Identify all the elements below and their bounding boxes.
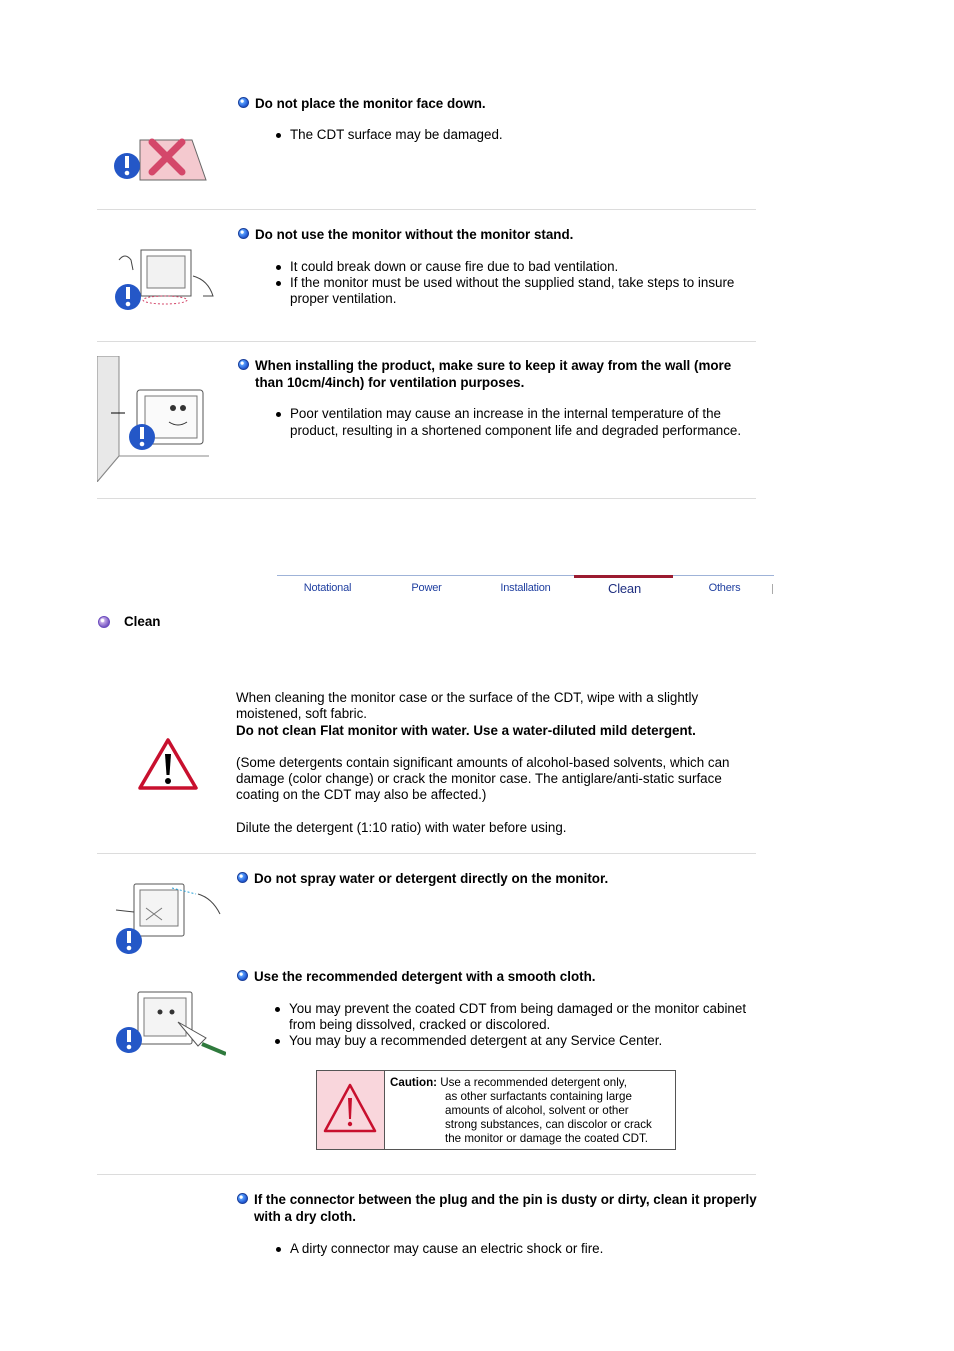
- bullet-list: [273, 259, 760, 307]
- blue-bullet-icon: [237, 970, 248, 981]
- page-title: Clean: [124, 614, 161, 629]
- section-heading: Do not spray water or detergent directly on the monitor.: [237, 870, 774, 887]
- monitor-face-down-illustration: [112, 132, 208, 182]
- monitor-near-wall-illustration: [97, 356, 209, 482]
- clean-warning-text: Do not clean Flat monitor with water. Use a water-diluted mild detergent.: [236, 722, 696, 738]
- section-heading: If the connector between the plug and the pin is dusty or dirty, clean it properly with a dry cloth.: [237, 1191, 764, 1225]
- monitor-without-stand-illustration: [113, 246, 225, 312]
- list-item: You may buy a recommended detergent at any Service Center.: [289, 1033, 759, 1049]
- divider: [97, 209, 756, 210]
- caution-text: Caution: Use a recommended detergent only, as other surfactants containing large amounts of alcohol, solvent or other strong substances, can discolor or crack the monitor or damage the coated CDT.: [390, 1076, 652, 1145]
- dilute-instruction: Dilute the detergent (1:10 ratio) with water before using.: [236, 819, 567, 835]
- blue-bullet-icon: [238, 359, 249, 370]
- section-heading: Use the recommended detergent with a smooth cloth.: [237, 968, 774, 985]
- divider: [97, 341, 756, 342]
- section-heading: When installing the product, make sure to keep it away from the wall (more than 10cm/4inch) for ventilation purposes.: [238, 357, 755, 391]
- section-heading: Do not place the monitor face down.: [238, 95, 775, 112]
- cloth-cleaning-illustration: [112, 988, 226, 1058]
- list-item: You may prevent the coated CDT from being damaged or the monitor cabinet from being dissolved, cracked or discolored.: [289, 1001, 759, 1033]
- divider: [97, 853, 756, 854]
- tab-clean[interactable]: Clean: [608, 581, 641, 596]
- caution-triangle-icon: [317, 1071, 384, 1149]
- detergent-note: (Some detergents contain significant amounts of alcohol-based solvents, which can damage (color change) or crack the monitor case. The antiglare/anti-static surface coating on the CDT may also be affected.): [236, 754, 730, 803]
- blue-bullet-icon: [237, 1193, 248, 1204]
- blue-bullet-icon: [237, 872, 248, 883]
- list-item: It could break down or cause fire due to bad ventilation.: [290, 259, 760, 275]
- bullet-list: [272, 1001, 759, 1049]
- spray-monitor-illustration: [112, 880, 226, 956]
- warning-triangle-icon: [137, 737, 199, 791]
- tab-separator: [772, 584, 773, 594]
- tab-bar-line: [277, 575, 774, 576]
- divider: [97, 498, 756, 499]
- clean-title-icon: [98, 616, 110, 628]
- blue-bullet-icon: [238, 228, 249, 239]
- caution-label: Caution:: [390, 1076, 438, 1089]
- bullet-list: [273, 1241, 760, 1257]
- list-item: Poor ventilation may cause an increase in the internal temperature of the product, resulting in a shortened component life and degraded performance.: [290, 406, 760, 439]
- tab-notational[interactable]: Notational: [303, 582, 352, 594]
- tab-power[interactable]: Power: [411, 582, 442, 594]
- list-item: A dirty connector may cause an electric shock or fire.: [290, 1241, 760, 1257]
- blue-bullet-icon: [238, 97, 249, 108]
- list-item: The CDT surface may be damaged.: [290, 127, 750, 143]
- caution-box: [316, 1070, 676, 1150]
- clean-intro-text: When cleaning the monitor case or the surface of the CDT, wipe with a slightly moistened, soft fabric. Do not clean Flat monitor with water. Use a water-diluted mild detergent. (Some detergents contain significant amounts of alcohol-based solvents, which can damage (color change) or crack the monitor case. The antiglare/anti-static surface coating on the CDT may also be affected.) Dilute the detergent (1:10 ratio) with water before using.: [236, 690, 748, 836]
- section-heading: Do not use the monitor without the monitor stand.: [238, 226, 775, 243]
- tab-installation[interactable]: Installation: [500, 582, 551, 594]
- divider: [97, 1174, 756, 1175]
- bullet-list: [273, 127, 750, 143]
- tab-others[interactable]: Others: [708, 582, 741, 594]
- bullet-list: [273, 406, 760, 439]
- list-item: If the monitor must be used without the supplied stand, take steps to insure proper ventilation.: [290, 275, 760, 307]
- caution-panel: [317, 1071, 385, 1149]
